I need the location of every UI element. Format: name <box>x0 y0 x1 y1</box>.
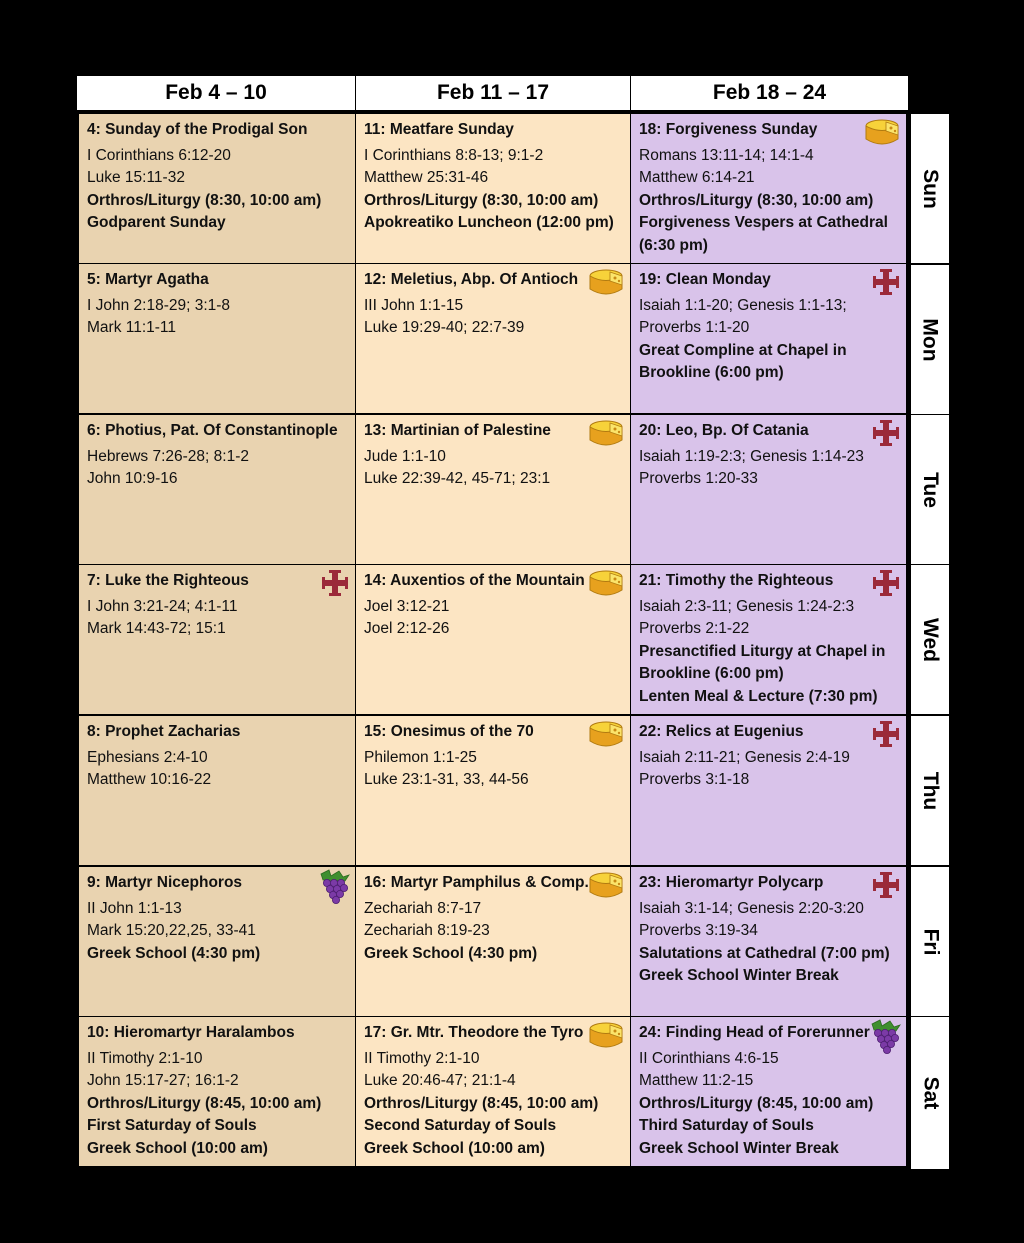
reading-line: III John 1:1-15 <box>364 296 464 314</box>
reading-line: Proverbs 1:20-33 <box>639 470 758 487</box>
day-cell <box>78 113 356 264</box>
reading-line: Proverbs 1:1-20 <box>639 319 750 336</box>
day-cell <box>78 1016 356 1167</box>
day-label-text: Tue <box>919 471 942 508</box>
day-label-text: Fri <box>919 928 942 955</box>
reading-line: Luke 15:11-32 <box>87 169 185 186</box>
day-title: 20: Leo, Bp. Of Catania <box>639 422 809 439</box>
day-title: 24: Finding Head of Forerunner <box>639 1024 870 1041</box>
day-label <box>910 1016 950 1170</box>
event-line: Third Saturday of Souls <box>639 1117 814 1134</box>
day-cell <box>355 414 631 565</box>
day-label <box>910 113 950 264</box>
day-cell <box>78 564 356 715</box>
day-label <box>910 414 950 565</box>
reading-line: John 10:9-16 <box>87 470 178 487</box>
cross-icon <box>872 720 900 756</box>
reading-line: John 15:17-27; 16:1-2 <box>87 1072 239 1089</box>
week-header-1: Feb 4 – 10 <box>76 75 356 111</box>
event-line: Orthros/Liturgy (8:30, 10:00 am) <box>639 191 874 209</box>
reading-line: II Timothy 2:1-10 <box>364 1049 480 1067</box>
reading-line: Zechariah 8:7-17 <box>364 899 482 917</box>
event-line: Presanctified Liturgy at Chapel in <box>639 642 886 660</box>
day-cell <box>630 113 907 264</box>
day-label-text: Sun <box>919 168 943 209</box>
reading-line: II Corinthians 4:6-15 <box>639 1049 779 1067</box>
day-title: 9: Martyr Nicephoros <box>87 874 243 891</box>
event-line: Greek School Winter Break <box>639 1139 839 1157</box>
reading-line: Mark 11:1-11 <box>87 319 177 336</box>
event-line: Salutations at Cathedral (7:00 pm) <box>639 944 890 962</box>
reading-line: Mark 14:43-72; 15:1 <box>87 620 226 637</box>
event-line: Brookline (6:00 pm) <box>639 665 784 682</box>
event-line: First Saturday of Souls <box>87 1117 257 1134</box>
event-line: Orthros/Liturgy (8:30, 10:00 am) <box>364 191 599 209</box>
reading-line: Hebrews 7:26-28; 8:1-2 <box>87 447 249 465</box>
event-line: (6:30 pm) <box>639 236 708 254</box>
reading-line: Jude 1:1-10 <box>364 447 446 465</box>
reading-line: Matthew 11:2-15 <box>639 1072 754 1089</box>
event-line: Godparent Sunday <box>87 214 226 231</box>
cheese-icon <box>588 418 624 456</box>
cheese-icon <box>588 1020 624 1058</box>
day-cell <box>630 414 907 565</box>
event-line: Greek School (4:30 pm) <box>364 944 538 962</box>
reading-line: I John 3:21-24; 4:1-11 <box>87 597 238 615</box>
day-title: 14: Auxentios of the Mountain <box>364 572 585 589</box>
reading-line: Isaiah 2:11-21; Genesis 2:4-19 <box>639 748 850 766</box>
reading-line: Luke 20:46-47; 21:1-4 <box>364 1072 516 1089</box>
event-line: Greek School (10:00 am) <box>364 1139 545 1157</box>
day-cell <box>78 263 356 414</box>
reading-line: Luke 23:1-31, 33, 44-56 <box>364 771 529 788</box>
reading-line: Proverbs 3:1-18 <box>639 771 750 788</box>
reading-line: I John 2:18-29; 3:1-8 <box>87 296 231 314</box>
reading-line: II John 1:1-13 <box>87 899 182 917</box>
reading-line: Joel 3:12-21 <box>364 597 450 615</box>
day-cell <box>78 414 356 565</box>
reading-line: Isaiah 1:1-20; Genesis 1:1-13; <box>639 296 847 314</box>
grapes-icon <box>317 868 351 912</box>
day-title: 8: Prophet Zacharias <box>87 723 241 740</box>
cross-icon <box>872 569 900 605</box>
day-cell <box>78 715 356 866</box>
reading-line: I Corinthians 8:8-13; 9:1-2 <box>364 146 544 164</box>
reading-line: Proverbs 3:19-34 <box>639 922 758 939</box>
day-cell <box>630 564 907 715</box>
day-cell <box>355 263 631 414</box>
day-cell <box>630 715 907 866</box>
cheese-icon <box>864 117 900 155</box>
event-line: Lenten Meal & Lecture (7:30 pm) <box>639 687 878 705</box>
event-line: Greek School (4:30 pm) <box>87 944 261 962</box>
day-label <box>910 264 950 415</box>
day-title: 7: Luke the Righteous <box>87 572 249 589</box>
cheese-icon <box>588 719 624 757</box>
day-title: 5: Martyr Agatha <box>87 271 209 288</box>
day-title: 11: Meatfare Sunday <box>364 121 514 138</box>
day-title: 22: Relics at Eugenius <box>639 723 804 740</box>
day-cell <box>355 113 631 264</box>
day-title: 12: Meletius, Abp. Of Antioch <box>364 271 579 288</box>
event-line: Greek School (10:00 am) <box>87 1139 268 1157</box>
event-line: Apokreatiko Luncheon (12:00 pm) <box>364 214 614 231</box>
day-title: 19: Clean Monday <box>639 271 771 288</box>
cross-icon <box>872 871 900 907</box>
cross-icon <box>872 419 900 455</box>
reading-line: Luke 19:29-40; 22:7-39 <box>364 319 525 336</box>
reading-line: Isaiah 2:3-11; Genesis 1:24-2:3 <box>639 597 855 615</box>
cheese-icon <box>588 267 624 305</box>
event-line: Orthros/Liturgy (8:45, 10:00 am) <box>364 1094 599 1112</box>
day-cell <box>355 1016 631 1167</box>
day-label <box>910 564 950 715</box>
reading-line: Matthew 10:16-22 <box>87 771 212 788</box>
day-cell <box>630 866 907 1017</box>
day-label <box>910 866 950 1017</box>
cheese-icon <box>588 870 624 908</box>
reading-line: I Corinthians 6:12-20 <box>87 146 231 164</box>
week-header-3: Feb 18 – 24 <box>630 75 909 111</box>
event-line: Great Compline at Chapel in <box>639 341 847 359</box>
reading-line: Proverbs 2:1-22 <box>639 620 750 637</box>
reading-line: Joel 2:12-26 <box>364 620 450 637</box>
day-label-text: Thu <box>919 771 943 810</box>
day-title: 17: Gr. Mtr. Theodore the Tyro <box>364 1024 584 1041</box>
cross-icon <box>321 569 349 605</box>
day-title: 18: Forgiveness Sunday <box>639 121 818 138</box>
reading-line: Matthew 6:14-21 <box>639 169 755 186</box>
reading-line: Matthew 25:31-46 <box>364 169 489 186</box>
day-title: 4: Sunday of the Prodigal Son <box>87 121 308 138</box>
reading-line: Isaiah 3:1-14; Genesis 2:20-3:20 <box>639 899 864 917</box>
event-line: Forgiveness Vespers at Cathedral <box>639 214 888 231</box>
reading-line: Mark 15:20,22,25, 33-41 <box>87 922 256 939</box>
day-title: 23: Hieromartyr Polycarp <box>639 874 824 891</box>
day-title: 21: Timothy the Righteous <box>639 572 834 589</box>
reading-line: II Timothy 2:1-10 <box>87 1049 203 1067</box>
day-title: 16: Martyr Pamphilus & Comp. <box>364 874 589 891</box>
day-cell <box>355 564 631 715</box>
grapes-icon <box>868 1018 902 1062</box>
day-cell <box>355 866 631 1017</box>
reading-line: Isaiah 1:19-2:3; Genesis 1:14-23 <box>639 447 864 465</box>
day-cell <box>78 866 356 1017</box>
reading-line: Ephesians 2:4-10 <box>87 748 208 766</box>
reading-line: Philemon 1:1-25 <box>364 748 477 766</box>
event-line: Orthros/Liturgy (8:45, 10:00 am) <box>639 1094 874 1112</box>
reading-line: Zechariah 8:19-23 <box>364 922 490 939</box>
day-label-text: Mon <box>919 317 942 362</box>
reading-line: Luke 22:39-42, 45-71; 23:1 <box>364 470 551 487</box>
reading-line: Romans 13:11-14; 14:1-4 <box>639 146 814 164</box>
week-header-2: Feb 11 – 17 <box>355 75 631 111</box>
day-label <box>910 715 950 866</box>
day-title: 10: Hieromartyr Haralambos <box>87 1024 295 1041</box>
cross-icon <box>872 268 900 304</box>
event-line: Orthros/Liturgy (8:45, 10:00 am) <box>87 1094 322 1112</box>
day-label-text: Sat <box>919 1076 942 1110</box>
day-cell <box>630 263 907 414</box>
event-line: Greek School Winter Break <box>639 967 839 984</box>
day-title: 13: Martinian of Palestine <box>364 422 551 439</box>
day-title: 6: Photius, Pat. Of Constantinople <box>87 422 338 439</box>
event-line: Second Saturday of Souls <box>364 1117 557 1134</box>
day-cell <box>630 1016 907 1167</box>
day-cell <box>355 715 631 866</box>
event-line: Orthros/Liturgy (8:30, 10:00 am) <box>87 191 322 209</box>
event-line: Brookline (6:00 pm) <box>639 364 784 381</box>
day-title: 15: Onesimus of the 70 <box>364 723 534 740</box>
day-label-text: Wed <box>919 617 943 662</box>
cheese-icon <box>588 568 624 606</box>
